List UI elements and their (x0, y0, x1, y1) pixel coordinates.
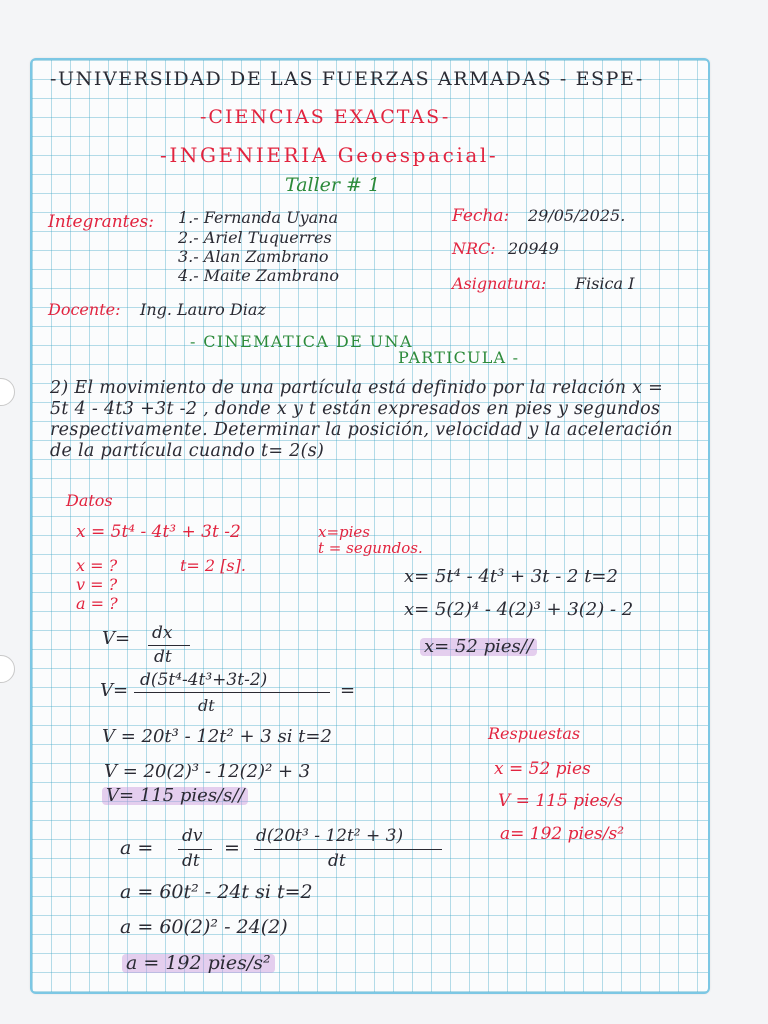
member-2: 2.- Ariel Tuquerres (178, 228, 332, 247)
a-derivative-dt: dt (328, 851, 346, 871)
binder-hole-bottom (0, 655, 15, 683)
v-fraction-bar (148, 645, 190, 646)
velocity-result: V= 115 pies/s// (102, 787, 248, 805)
topic-line-2: PARTICULA - (398, 348, 520, 367)
velocity-substitution: V = 20(2)³ - 12(2)² + 3 (104, 761, 311, 782)
date-value: 29/05/2025. (528, 206, 626, 225)
member-3: 3.- Alan Zambrano (178, 247, 329, 266)
v-dx: dx (152, 623, 173, 643)
faculty-title: -CIENCIAS EXACTAS- (200, 106, 451, 128)
unknown-a: a = ? (76, 594, 118, 613)
subject-label: Asignatura: (452, 274, 547, 293)
x-unit: x=pies (318, 523, 371, 541)
members-label: Integrantes: (48, 212, 154, 232)
date-label: Fecha: (452, 206, 510, 226)
v-label: V= (102, 628, 131, 649)
v2-label: V= (100, 680, 129, 701)
teacher-label: Docente: (48, 300, 121, 319)
v-derivative-dt: dt (198, 696, 215, 715)
answer-x: x = 52 pies (494, 759, 591, 779)
acceleration-result: a = 192 pies/s² (122, 954, 275, 973)
given-equation: x = 5t⁴ - 4t³ + 3t -2 (76, 522, 241, 542)
a2-fraction-bar (254, 849, 442, 850)
acceleration-formula: a = 60t² - 24t si t=2 (120, 881, 313, 903)
answer-v: V = 115 pies/s (498, 791, 623, 811)
answer-a: a= 192 pies/s² (500, 824, 625, 844)
position-formula: x= 5t⁴ - 4t³ + 3t - 2 t=2 (404, 566, 618, 587)
page-title: Taller # 1 (285, 174, 381, 196)
member-1: 1.- Fernanda Uyana (178, 208, 339, 227)
nrc-value: 20949 (508, 239, 559, 258)
problem-statement: 2) El movimiento de una partícula está definido por la relación x = 5t 4 - 4t3 +3t -2 , donde x y t están expresados en pies y segundos respectivamente. Determinar la posición, velocidad y la aceleración de la partícula cuando t= 2(s) (50, 378, 673, 461)
subject-value: Fisica I (575, 274, 635, 293)
v2-fraction-bar (134, 692, 330, 693)
a-label: a = (120, 837, 154, 859)
unknown-v: v = ? (76, 575, 118, 594)
program-title: -INGENIERIA Geoespacial- (160, 143, 499, 167)
v-derivative-numerator: d(5t⁴-4t³+3t-2) (140, 670, 268, 690)
position-substitution: x= 5(2)⁴ - 4(2)³ + 3(2) - 2 (404, 599, 634, 620)
v-equals: = (340, 680, 356, 701)
nrc-label: NRC: (452, 239, 496, 258)
binder-hole-top (0, 378, 15, 406)
velocity-formula: V = 20t³ - 12t² + 3 si t=2 (102, 726, 332, 747)
unknown-x: x = ? (76, 556, 118, 575)
t-value: t= 2 [s]. (180, 556, 246, 575)
a-fraction-bar (178, 849, 212, 850)
member-4: 4.- Maite Zambrano (178, 266, 339, 285)
answers-label: Respuestas (488, 724, 581, 743)
a-equals: = (224, 837, 240, 859)
a-dv: dv (182, 826, 203, 846)
position-result: x= 52 pies// (420, 638, 537, 656)
teacher-value: Ing. Lauro Diaz (140, 300, 266, 319)
university-title: -UNIVERSIDAD DE LAS FUERZAS ARMADAS - ESPE- (50, 68, 644, 90)
acceleration-substitution: a = 60(2)² - 24(2) (120, 916, 288, 938)
a-derivative-numerator: d(20t³ - 12t² + 3) (256, 826, 404, 846)
a-dt: dt (182, 851, 200, 871)
topic-line-1: - CINEMATICA DE UNA (190, 332, 413, 351)
datos-label: Datos (66, 491, 113, 510)
v-dt: dt (154, 647, 172, 667)
t-unit: t = segundos. (318, 539, 423, 557)
